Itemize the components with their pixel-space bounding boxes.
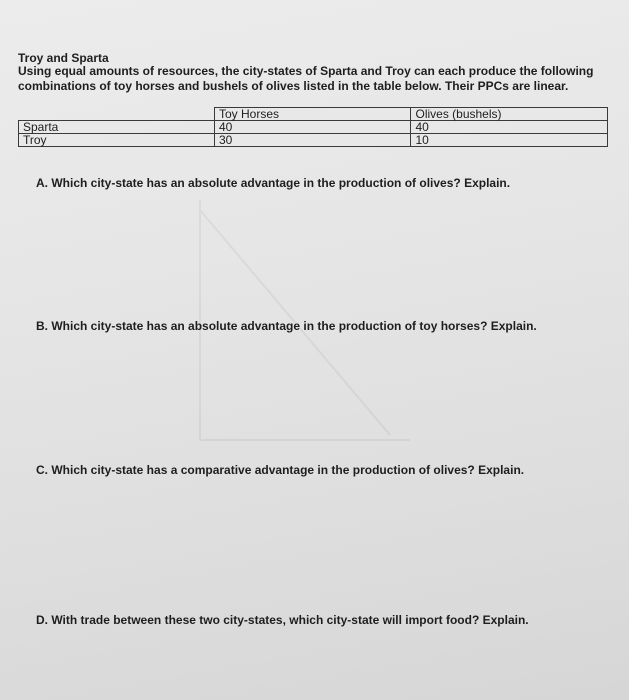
document-title: Troy and Sparta xyxy=(18,51,109,65)
table-header-olives: Olives (bushels) xyxy=(411,108,608,121)
intro-paragraph: Using equal amounts of resources, the city-states of Sparta and Troy can each produce the following combinations of toy horses and bushels of olives listed in the table below. Their PPCs are linear. xyxy=(18,64,594,93)
production-table xyxy=(18,107,608,147)
table-cell-toy-horses: 40 xyxy=(214,121,411,134)
table-header-toy-horses: Toy Horses xyxy=(214,108,411,121)
table-header-row xyxy=(19,108,608,121)
table-cell-olives: 10 xyxy=(411,134,608,147)
table-cell-olives: 40 xyxy=(411,121,608,134)
table-cell-city: Troy xyxy=(19,134,215,147)
table-row xyxy=(19,121,608,134)
question-d: D. With trade between these two city-states, which city-state will import food? Explain. xyxy=(36,613,529,627)
question-c: C. Which city-state has a comparative advantage in the production of olives? Explain. xyxy=(36,463,525,477)
question-b: B. Which city-state has an absolute advantage in the production of toy horses? Explain. xyxy=(36,319,537,333)
table-cell-city: Sparta xyxy=(19,121,215,134)
table-row xyxy=(19,134,608,147)
question-a: A. Which city-state has an absolute advantage in the production of olives? Explain. xyxy=(36,176,511,190)
table-cell-toy-horses: 30 xyxy=(214,134,411,147)
table-header-blank xyxy=(19,108,215,121)
